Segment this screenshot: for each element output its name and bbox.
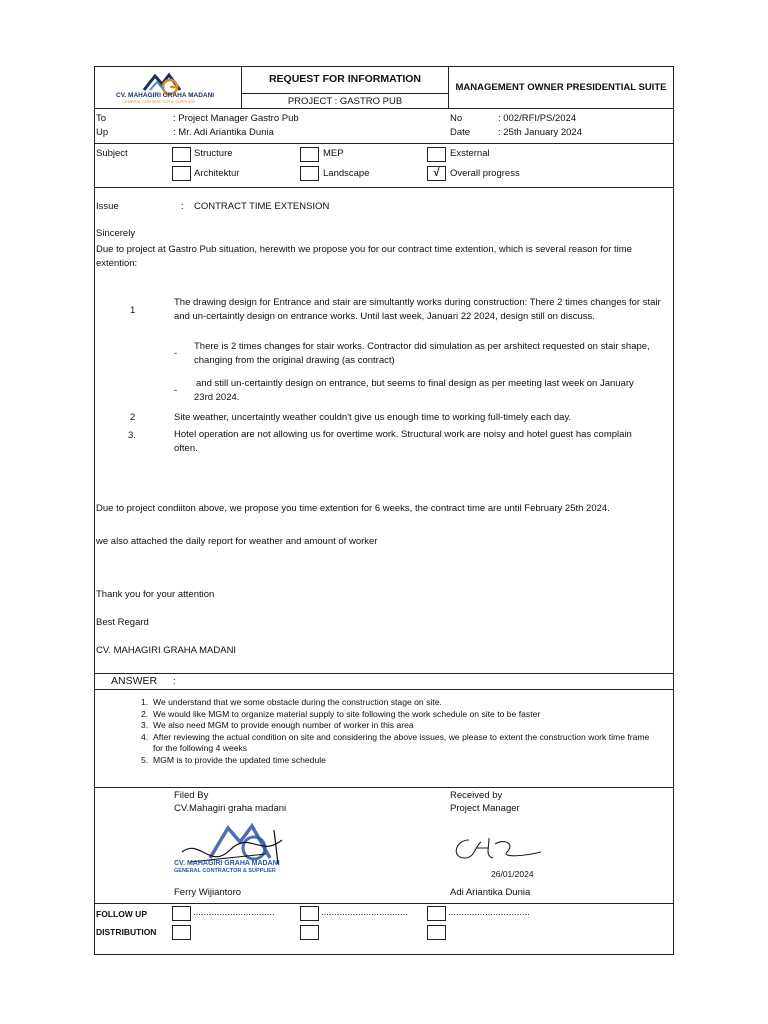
received-by-name: Adi Ariantika Dunia — [450, 887, 531, 898]
proposal-paragraph: Due to project condiiton above, we propose you time extention for 6 weeks, the contract time are until February 25th 2024. — [96, 503, 610, 514]
owner-title: MANAGEMENT OWNER PRESIDENTIAL SUITE — [455, 82, 667, 93]
item-3-number: 3. — [128, 430, 136, 441]
answer-item — [141, 720, 661, 732]
landscape-checkbox[interactable] — [300, 166, 319, 181]
mep-checkbox[interactable] — [300, 147, 319, 162]
answer-item-text: We would like MGM to organize material supply to site following the work schedule on site to be faster — [153, 708, 541, 719]
answer-item-number: 3. — [141, 720, 149, 730]
item-2-text: Site weather, uncertaintly weather couldn't give us enough time to working full-timely each day. — [174, 412, 572, 423]
answer-item-text: MGM is to provide the updated time schedule — [153, 754, 326, 765]
logo-text: CV. MAHAGIRI GRAHA MADANI — [116, 92, 215, 99]
sub-2-dash: - — [174, 385, 178, 396]
follow-up-checkbox-1[interactable] — [172, 906, 191, 921]
architektur-label: Architektur — [194, 168, 240, 179]
overall-progress-checkbox[interactable]: √ — [427, 166, 446, 181]
up-label: Up — [96, 127, 109, 138]
received-signature — [445, 832, 545, 866]
sub-1-dash: - — [174, 348, 178, 359]
attached-note: we also attached the daily report for weather and amount of worker — [96, 536, 378, 547]
date-label: Date — [450, 127, 471, 138]
intro-paragraph: Due to project at Gastro Pub situation, herewith we propose you for our contract time extention, which is several reason for time extention: — [96, 244, 632, 269]
structure-checkbox[interactable] — [172, 147, 191, 162]
to-value: : Project Manager Gastro Pub — [173, 113, 299, 124]
date-value: : 25th January 2024 — [498, 127, 582, 138]
item-1-number: 1 — [130, 305, 136, 316]
issue-value: CONTRACT TIME EXTENSION — [194, 201, 330, 212]
company-logo — [100, 70, 238, 106]
external-label: Exsternal — [450, 148, 490, 159]
item-1-text: The drawing design for Entrance and stair are simultantly works during construction: There 2 times changes for stair and un-certaintly design on entrance works. Until last week, Januari 22 2024, design still on discuss. — [174, 297, 661, 322]
distribution-checkbox-2[interactable] — [300, 925, 319, 940]
logo-subtext: GENERAL CONTRACTOR & SUPPLIER — [122, 99, 195, 104]
follow-up-line-2: ................................. — [321, 907, 409, 918]
follow-up-checkbox-3[interactable] — [427, 906, 446, 921]
no-label: No — [450, 113, 463, 124]
distribution-label: DISTRIBUTION — [96, 927, 157, 937]
answer-item-text: We understand that we some obstacle during the construction stage on site. — [153, 697, 442, 707]
thanks-text: Thank you for your attention — [96, 589, 215, 600]
issue-label: Issue — [96, 201, 119, 212]
answer-item — [141, 732, 661, 755]
to-label: To — [96, 113, 107, 124]
answer-item-text: We also need MGM to provide enough number of worker in this area — [153, 720, 414, 730]
received-by-role: Project Manager — [450, 803, 520, 814]
filed-by-name: Ferry Wijiantoro — [174, 887, 242, 898]
follow-up-line-3: ............................... — [448, 907, 530, 918]
follow-up-label: FOLLOW UP — [96, 909, 147, 919]
answer-item-number: 1. — [141, 697, 149, 707]
answer-item — [141, 709, 661, 721]
answer-item-number: 4. — [141, 731, 149, 742]
document-title: REQUEST FOR INFORMATION — [268, 73, 422, 85]
answer-label: ANSWER — [111, 675, 158, 687]
distribution-checkbox-3[interactable] — [427, 925, 446, 940]
answer-colon: : — [173, 676, 176, 687]
sub-1-text: There is 2 times changes for stair works. Contractor did simulation as per arshitect requested on stair shape, changing from the original drawing (as contract) — [194, 341, 650, 366]
item-3-text: Hotel operation are not allowing us for overtime work. Structural work are noisy and hotel guest has complain often. — [174, 429, 632, 454]
distribution-checkbox-1[interactable] — [172, 925, 191, 940]
answer-item-number: 2. — [141, 708, 149, 719]
follow-up-checkbox-2[interactable] — [300, 906, 319, 921]
answer-item — [141, 697, 661, 709]
issue-colon: : — [181, 201, 184, 212]
stamp-text: CV. MAHAGIRI GRAHA MADANI — [174, 860, 280, 867]
subject-label: Subject — [96, 148, 128, 159]
external-checkbox[interactable] — [427, 147, 446, 162]
filed-by-company: CV.Mahagiri graha madani — [174, 803, 287, 814]
structure-label: Structure — [194, 148, 233, 159]
sub-2-text: and still un-certaintly design on entrance, but seems to final design as per meeting last week on January 23rd 2024. — [194, 378, 634, 403]
filed-by-label: Filed By — [174, 790, 209, 801]
answer-item-number: 5. — [141, 754, 149, 765]
received-by-label: Received by — [450, 790, 503, 801]
answer-item-text: After reviewing the actual condition on site and considering the above issues, we please to extent the construction work time frame for the following 4 weeks — [153, 731, 650, 753]
overall-progress-label: Overall progress — [450, 168, 520, 179]
received-date: 26/01/2024 — [491, 869, 534, 879]
follow-up-line-1: ............................... — [193, 907, 275, 918]
answer-item — [141, 755, 661, 767]
project-name: PROJECT : GASTRO PUB — [287, 96, 403, 107]
greeting: Sincerely — [96, 228, 136, 239]
company-name: CV. MAHAGIRI GRAHA MADANI — [96, 645, 237, 656]
best-regard: Best Regard — [96, 617, 149, 628]
no-value: : 002/RFI/PS/2024 — [498, 113, 577, 124]
item-2-number: 2 — [130, 412, 136, 423]
stamp-subtext: GENERAL CONTRACTOR & SUPPLIER — [174, 868, 276, 874]
answer-list — [141, 697, 661, 766]
architektur-checkbox[interactable] — [172, 166, 191, 181]
mep-label: MEP — [323, 148, 344, 159]
company-stamp — [170, 818, 310, 882]
up-value: : Mr. Adi Ariantika Dunia — [173, 127, 274, 138]
signature-icon — [445, 832, 545, 866]
landscape-label: Landscape — [323, 168, 370, 179]
